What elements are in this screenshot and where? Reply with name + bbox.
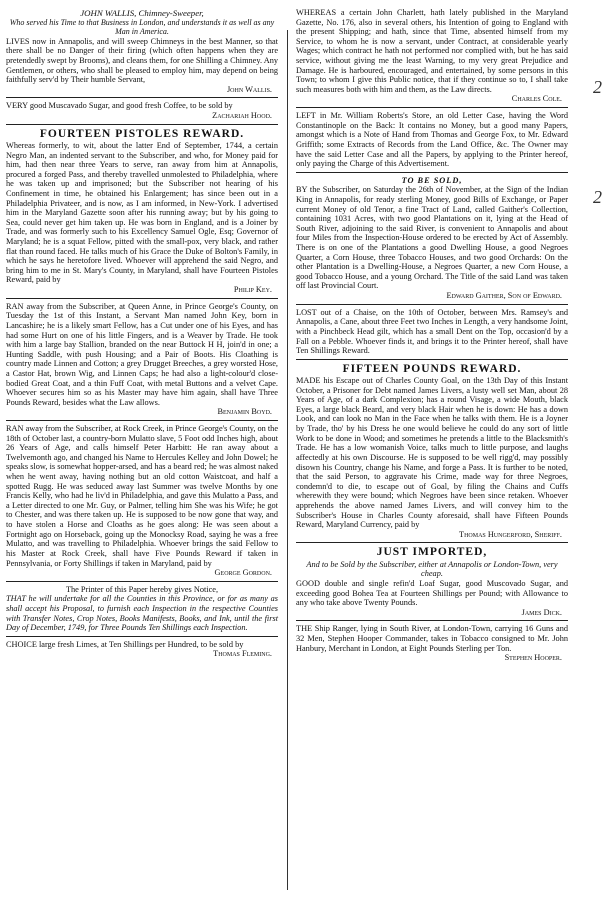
divider <box>296 304 568 305</box>
ad-signature: Thomas Hungerford, Sheriff. <box>459 529 562 539</box>
divider <box>296 359 568 360</box>
ad-signature: Stephen Hooper. <box>504 653 562 663</box>
ad-heading: JUST IMPORTED, <box>376 546 488 559</box>
ad-signature: Charles Cole. <box>511 94 562 104</box>
ad-printer-notice <box>6 585 278 633</box>
divider <box>296 542 568 543</box>
ad-gaither <box>296 176 568 301</box>
divider <box>6 97 278 98</box>
ad-signature: Zachariah Hood. <box>212 111 272 120</box>
ad-body: THE Ship Ranger, lying in South River, at London-Town, carrying 16 Guns and 32 Men, Stephen Hooper Commander, takes in Tobacco consigned to Mr. John Hanbury, Merchant in London, at Eight Pounds Sterling per Ton. <box>296 624 568 653</box>
column-divider <box>287 30 288 890</box>
divider <box>6 636 278 637</box>
ad-fourteen-pistoles <box>6 128 278 295</box>
divider <box>296 172 568 173</box>
divider <box>6 420 278 421</box>
ad-body: GOOD double and single refin'd Loaf Sugar, good Muscovado Sugar, and exceeding good Bohea Tea at Fourteen Shillings per Pound; with Allowance to any who take above Twenty Pounds. <box>296 578 568 608</box>
divider <box>296 620 568 621</box>
ad-boyd <box>6 302 278 417</box>
ad-signature: Edward Gaither, Son of Edward. <box>446 291 562 301</box>
ad-body: WHEREAS a certain John Charlett, hath lately published in the Maryland Gazette, No. 176, also in several others, his Intention of going to England with the present Shipping; and hath, since that Time, absented himself from my Service, to whom he is now a servant, under Contract, at considerable yearly Wages; which contract he hath not performed nor complied with, but he has said service, without giving me the least Warning, to my very great Prejudice and Damage. He is harboured, encouraged, and entertained, by some persons in this Town; to whom I give this Public notice, that if they continue so to, I shall take such measures both with him and them, as the Law directs. <box>296 8 568 94</box>
margin-mark: 2 <box>593 77 602 97</box>
ad-subheading: And to be Sold by the Subscriber, either at Annapolis or London-Town, very cheap. <box>306 559 558 579</box>
ad-body: BY the Subscriber, on Saturday the 26th of November, at the Sign of the Indian King in Annapolis, for ready sterling Money, good Bills of Exchange, or Paper current Money of old Tenor, a fine Tract of Land, called Gaither's Collection, containing 1031 Acres, with two good Plantations on it, lying at the Head of South River, adjoining to the said River, is convenient to Annapolis and about four Miles from the Inspection-House ordered to be erected by Act of Assembly. There is on one of the Plantations a good Dwelling House, a good Negroes Quarter, a Corn House, three Tobacco Houses, and two good Orchards: On the other Plantation is a Dwelling-House, a Negroes Quarter, a new Corn House, a good Tobacco House, and a young Orchard. The Title of the said Land was taken off last Provincial Court. <box>296 185 568 291</box>
ad-ranger <box>296 624 568 662</box>
ad-signature: Philip Key. <box>233 285 272 295</box>
ad-heading: FIFTEEN POUNDS REWARD. <box>342 362 522 375</box>
ad-body: RAN away from the Subscriber, at Queen Anne, in Prince George's County, on Tuesday the 1st of this Instant, a Servant Man named John Key, born in Lancashire; he is a likely smart Fellow, has a Cut under one of his Eyes, and has had some Hurt on one of his little Fingers, and is a Weaver by Trade. He took with him a large bay Stallion, branded on the near Buttock H H, join'd in one; a Hunting Saddle, with push Housing; and a Pair of Boots. His Cloathing is country made Linnen and Cotton; a grey Drugget Breeches, a grey worsted Hose, a Castor Hat, brown Wig, and Linnen Caps; he had also a light-colour'd close-bodied Great Coat, and a thin Fuff Coat, with metal Buttons and a velvet Cape. Whoever secures him so as his Master may have him again, shall have Three Pounds Reward, besides what the Law allows. <box>6 301 278 407</box>
ad-body: LOST out of a Chaise, on the 10th of October, between Mrs. Ramsey's and Annapolis, a Cane, about three Feet two Inches in Length, a very handsome Joint, with a Pinchbeck Head gilt, which has a small Dent on the Top, occasion'd by a Fall on a Pebble. Whoever finds it, and brings it to the Printer hereof, shall have Ten Shillings Reward. <box>296 307 568 356</box>
ad-body: THAT he will undertake for all the Counties in this Province, or for as many as shall accept his Proposal, to furnish each Inspection in the respective Counties with Transfer Notes, Crop Notes, Books Manifests, Books, and Ink, until the first Day of December, 1749, for Three Pounds Ten Shillings each Inspection. <box>6 594 278 633</box>
ad-lost-cane <box>296 308 568 356</box>
ad-body: LEFT in Mr. William Roberts's Store, an old Letter Case, having the Word Constantinople on the Back: It contains no Money, but a good many Papers, amongst which is a Note of Hand from Thomas and George Fox, to Mr. Edward Griffith; some Extracts of Records from the Land Office, &c. The Owner may have the said Letter Case and all the Papers, by applying to the Printer hereof, only paying the Charge of this Advertisement. <box>296 111 568 169</box>
ad-body: RAN away from the Subscriber, at Rock Creek, in Prince George's County, on the 18th of October last, a country-born Mulatto slave, 5 Foot odd Inches high, about 26 Years of Age, and calls himself Peter Harbitt: He ran away about a Twelvemonth ago, and changed his Name to Hercules Kelley and John Dowel; he speaks slow, is somewhat hopper-arsed, and has a beard red; he was almost naked when he went away, having nothing but an old cotton Waistcoat, and half a spotted Rugg. He was seduced away last Summer was twelve Months by one Francis Kelly, who had he liv'd in Philadelphia, and gave this Mulatto a Pass, and a Letter directed to one Mr. Guy, or Palmer, telling him She was his Wife; he got to Chester, and was there taken up. He is supposed to be now gone that way, and to have stolen a Horse and Cloaths as he goes along: He was seen about a Fortnight ago on Horseback, going up the Monocksy Road, saying he was a free Mulatto, and was travelling to Philadelphia. Whoever brings the said Fellow to his Master at Rock Creek, shall have Five Pounds Reward if taken in Pennsylvania, or Forty Shillings if taken in Maryland, paid by <box>6 424 278 568</box>
ad-hungerford <box>296 363 568 540</box>
page-edge-marks <box>591 8 606 917</box>
right-column <box>296 8 568 903</box>
ad-body: CHOICE large fresh Limes, at Ten Shillings per Hundred, to be sold by <box>6 639 244 649</box>
ad-hood <box>6 101 278 120</box>
margin-mark: 2 <box>593 187 602 207</box>
ad-title: JOHN WALLIS, Chimney-Sweeper, <box>80 8 204 18</box>
divider <box>296 107 568 108</box>
ad-signature: Benjamin Boyd. <box>217 407 272 417</box>
ad-cole <box>296 8 568 104</box>
ad-body: VERY good Muscavado Sugar, and good fresh Coffee, to be sold by <box>6 101 233 111</box>
ad-body: LIVES now in Annapolis, and will sweep Chimneys in the best Manner, so that there shall be no Danger of their firing (which often happens when they are pretendedly swept by Brooms), and cleans them, for one Shilling a Chimney. Any Gentlemen, or others, who shall be pleased to employ him, may depend on being faithfully serv'd by Their humble Servant, <box>6 36 278 85</box>
ad-signature: Thomas Fleming. <box>213 649 272 659</box>
divider <box>6 581 278 582</box>
ad-heading: FOURTEEN PISTOLES REWARD. <box>39 127 245 140</box>
ad-subtitle: Who served his Time to that Business in London, and understands it as well as any Man in America. <box>9 18 275 37</box>
newspaper-page <box>6 8 602 903</box>
ad-gordon <box>6 424 278 578</box>
ad-wallis <box>6 8 278 94</box>
divider <box>6 124 278 125</box>
ad-body: MADE his Escape out of Charles County Goal, on the 13th Day of this Instant October, a Prisoner for Debt named James Livers, a lusty well set Man, about 28 Years of Age, of a dark Complexion; has a round Visage, a wide Mouth, black Eyes, a large black Beard, and very black Hair when he is down: He has a down Look, and can look no Man in the Face when he talks with them. He is a Joyner by Trade, tho' by his Dress he one would believe he could do any sort of little Work to be done in Wood; and sometimes he pretends a little to the Blacksmith's Trade. He has a low womanish Voice, talks much to little purpose, and laughs affectedly at his own Discourse. He is supposed to be well rigg'd, may possibly disown his Country, change his Name, and forge a Pass. It is further to be noted, that the said Person, to aggravate his Crime, made way for three Negroes, condemn'd to die, to escape out of Goal, by filing the Chains and Cuffs wherewith they were bound; which Negroes have been since retaken. Whoever apprehends the above named James Livers, and will convey him to the Subscriber's House in Charles County aforesaid, shall have Fifteen Pounds Reward, Maryland Currency, paid by <box>296 376 568 530</box>
ad-signature: James Dick. <box>521 607 562 617</box>
ad-letter-case <box>296 111 568 169</box>
ad-signature: John Wallis. <box>226 84 272 94</box>
ad-intro: The Printer of this Paper hereby gives Notice, <box>65 584 219 594</box>
ad-heading: TO BE SOLD, <box>401 175 463 185</box>
ad-signature: George Gordon. <box>214 568 272 578</box>
divider <box>6 298 278 299</box>
left-column <box>6 8 278 903</box>
ad-dick <box>296 546 568 617</box>
ad-fleming <box>6 640 278 659</box>
ad-body: Whereas formerly, to wit, about the latter End of September, 1744, a certain Negro Man, an indented servant to the Subscriber, and who, for Money paid for him, had then near three Years to serve, ran away from him at Annapolis, procured a forged Pass, and thereby travelled unmolested to Philadelphia, where he was taken up and imprisoned; but the Subscriber not hearing of his Confinement in time, he obtained his Enlargement; has since been out in a Philadelphia Privateer, and is now, as I am informed, in New-York. I advertised him in the Maryland Gazette soon after his running away; but by his going to Sea, could never get him taken up. He was born in England, and is a Joiner by Trade, and was formerly such to his Excellency Samuel Ogle, Esq; Governor of Maryland; he is a squat Fellow, pitted with the small-pox, very black, and rather flat than round faced. He talks much of his Grace the Duke of Bolton's Family, in which he says he heretofore lived. Whoever will apprehend the said Negro, and bring him to me in St. Mary's County, in Maryland, shall have Fourteen Pistoles Reward, paid by <box>6 140 278 285</box>
